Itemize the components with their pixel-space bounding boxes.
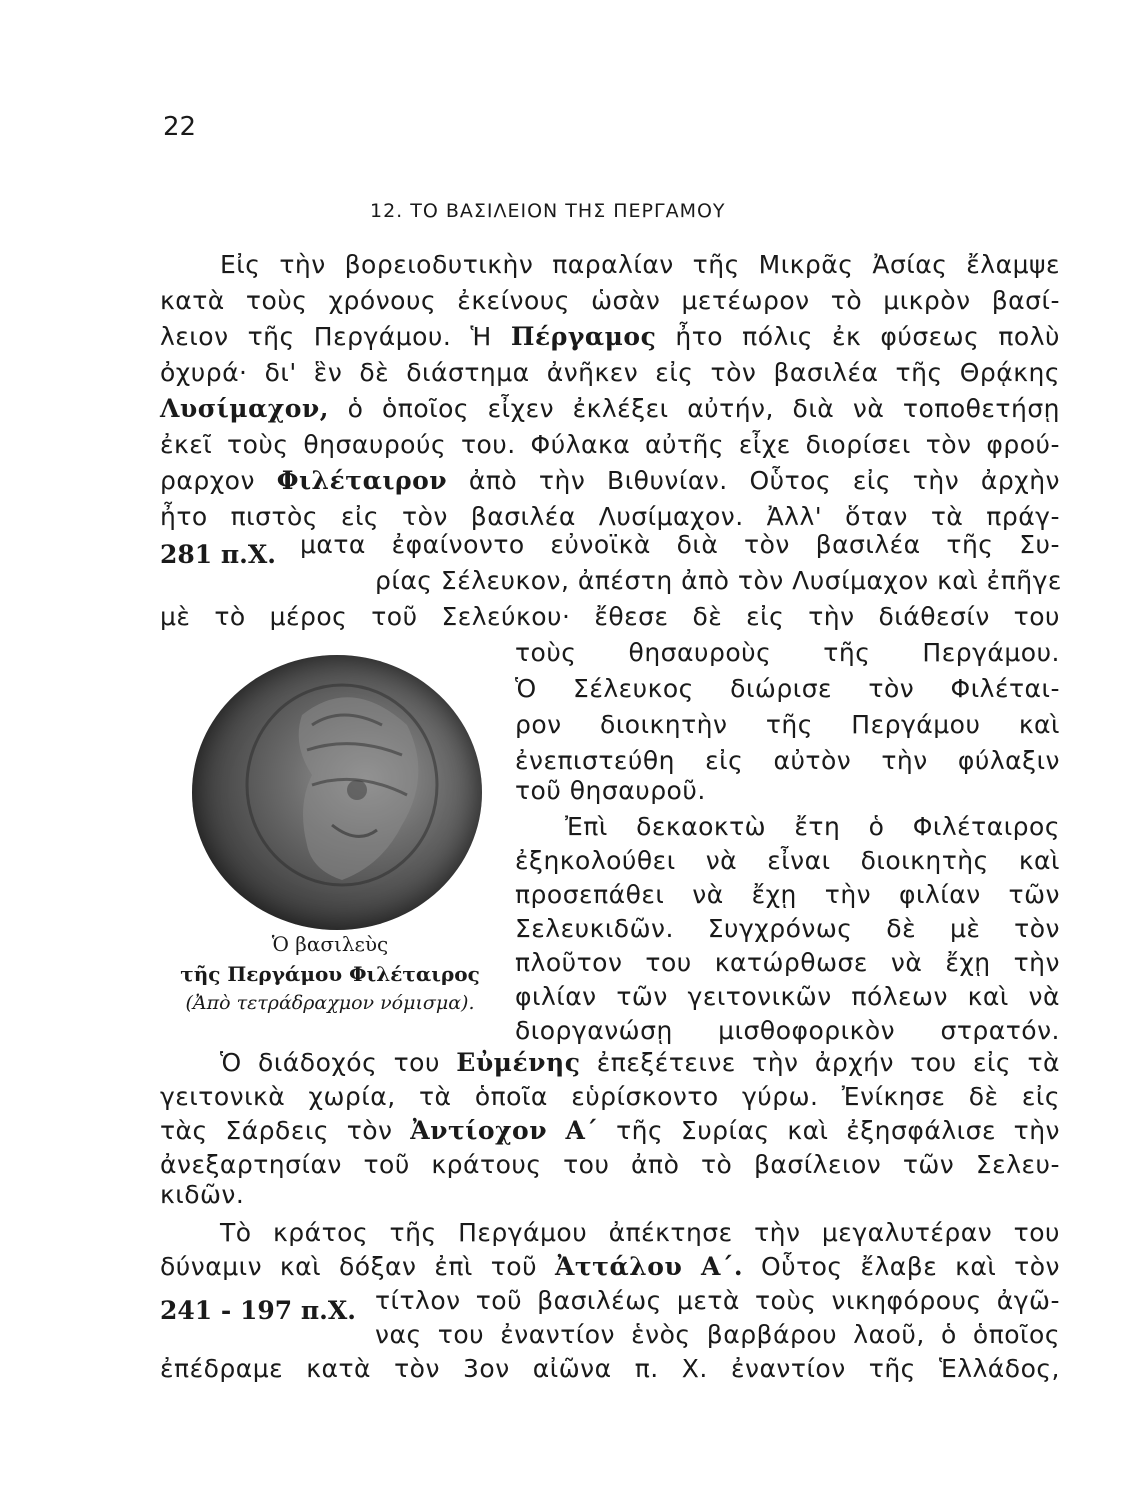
text-line: τίτλον τοῦ βασιλέως μετὰ τοὺς νικηφόρους ἀγῶ- [375,1286,1060,1315]
text-line: Ἐπὶ δεκαοκτὼ ἔτη ὁ Φιλέταιρος [565,812,1060,841]
text-line: τοὺς θησαυροὺς τῆς Περγάμου. [515,638,1060,667]
text-span: ἀπὸ τὴν Βιθυνίαν. Οὗτος εἰς τὴν ἀρχὴν [468,466,1061,495]
text-line [220,1048,1060,1078]
text-line: νας του ἐναντίον ἑνὸς βαρβάρου λαοῦ, ὁ ὁποῖος [375,1320,1060,1349]
text-line: ἦτο πιστὸς εἰς τὸν βασιλέα Λυσίμαχον. Ἀλλ' ὅταν τὰ πράγ- [160,502,1060,531]
text-line [160,1252,1060,1282]
text-line: μὲ τὸ μέρος τοῦ Σελεύκου· ἔθεσε δὲ εἰς τὴν διάθεσίν του [160,602,1060,631]
text-line: Ὁ Σέλευκος διώρισε τὸν Φιλέται- [515,674,1060,703]
figure-caption-title: Ὁ βασιλεὺς [271,932,389,956]
text-line: ματα ἐφαίνοντο εὐνοϊκὰ διὰ τὸν βασιλέα τῆς Συ- [300,530,1060,559]
text-line: ρον διοικητὴν τῆς Περγάμου καὶ [515,710,1060,739]
margin-date: 241 - 197 π.Χ. [160,1296,356,1325]
text-line: φιλίαν τῶν γειτονικῶν πόλεων καὶ νὰ [515,982,1060,1011]
text-line: Σελευκιδῶν. Συγχρόνως δὲ μὲ τὸν [515,914,1060,943]
text-line: κατὰ τοὺς χρόνους ἐκείνους ὡσὰν μετέωρον τὸ μικρὸν βασί- [160,286,1060,315]
page-number: 22 [163,112,197,142]
text-line: ὀχυρά· δι' ἓν δὲ διάστημα ἀνῆκεν εἰς τὸν βασιλέα τῆς Θρᾴκης [160,358,1060,387]
coin-image [192,655,482,930]
text-span: ἐπεξέτεινε τὴν ἀρχήν του εἰς τὰ [596,1048,1060,1077]
text-line: ἐκεῖ τοὺς θησαυρούς του. Φύλακα αὐτῆς εἶχε διορίσει τὸν φρού- [160,430,1060,459]
text-line: προσεπάθει νὰ ἔχῃ τὴν φιλίαν τῶν [515,880,1060,909]
bold-term: Εὐμένης [456,1048,581,1077]
text-line [160,394,1060,424]
text-line: κιδῶν. [160,1180,245,1209]
text-span: Οὗτος ἔλαβε καὶ τὸν [760,1252,1060,1281]
text-line: ἐξηκολούθει νὰ εἶναι διοικητὴς καὶ [515,846,1060,875]
text-line: ἐνεπιστεύθη εἰς αὐτὸν τὴν φύλαξιν [515,746,1060,775]
bold-term: Λυσίμαχον, [160,394,329,423]
text-line [160,1116,1060,1146]
text-line: διοργανώσῃ μισθοφορικὸν στρατόν. [515,1016,1060,1045]
margin-date: 281 π.Χ. [160,540,276,569]
text-span: δύναμιν καὶ δόξαν ἐπὶ τοῦ [160,1252,538,1281]
figure-caption-name: τῆς Περγάμου Φιλέταιρος [180,962,480,986]
coin-relief [192,655,482,930]
text-line: ρίας Σέλευκον, ἀπέστη ἀπὸ τὸν Λυσίμαχον καὶ ἐπῆγε [375,566,1062,595]
text-span: ὁ ὁποῖος εἶχεν ἐκλέξει αὐτήν, διὰ νὰ τοποθετήσῃ [347,394,1061,423]
text-line: πλοῦτον του κατώρθωσε νὰ ἔχῃ τὴν [515,948,1060,977]
bold-term: Ἀντίοχον Α΄ [410,1116,599,1145]
text-line: Εἰς τὴν βορειοδυτικὴν παραλίαν τῆς Μικρᾶς Ἀσίας ἔλαμψε [220,250,1060,279]
chapter-title: 12. ΤΟ ΒΑΣΙΛΕΙΟΝ ΤΗΣ ΠΕΡΓΑΜΟΥ [370,200,726,222]
text-line: ἐπέδραμε κατὰ τὸν 3ον αἰῶνα π. Χ. ἐναντίον τῆς Ἑλλάδος, [160,1354,1060,1383]
text-line: γειτονικὰ χωρία, τὰ ὁποῖα εὑρίσκοντο γύρω. Ἐνίκησε δὲ εἰς [160,1082,1060,1111]
text-line [160,466,1060,496]
text-span: ἦτο πόλις ἐκ φύσεως πολὺ [675,322,1060,351]
text-line [160,322,1060,352]
text-line: Τὸ κράτος τῆς Περγάμου ἀπέκτησε τὴν μεγαλυτέραν του [220,1218,1060,1247]
bold-term: Φιλέταιρον [276,466,448,495]
text-span: τὰς Σάρδεις τὸν [160,1116,393,1145]
text-span: ραρχον [160,466,255,495]
text-span: Ὁ διάδοχός του [220,1048,440,1077]
text-line: ἀνεξαρτησίαν τοῦ κράτους του ἀπὸ τὸ βασίλειον τῶν Σελευ- [160,1150,1060,1179]
figure-caption-source: (Ἀπὸ τετράδραχμον νόμισμα). [185,992,475,1014]
bold-term: Πέργαμος [510,322,657,351]
text-line: τοῦ θησαυροῦ. [515,776,706,805]
text-span: λειον τῆς Περγάμου. Ἡ [160,322,492,351]
bold-term: Ἀττάλου Α΄. [554,1252,744,1281]
text-span: τῆς Συρίας καὶ ἐξησφάλισε τὴν [616,1116,1061,1145]
